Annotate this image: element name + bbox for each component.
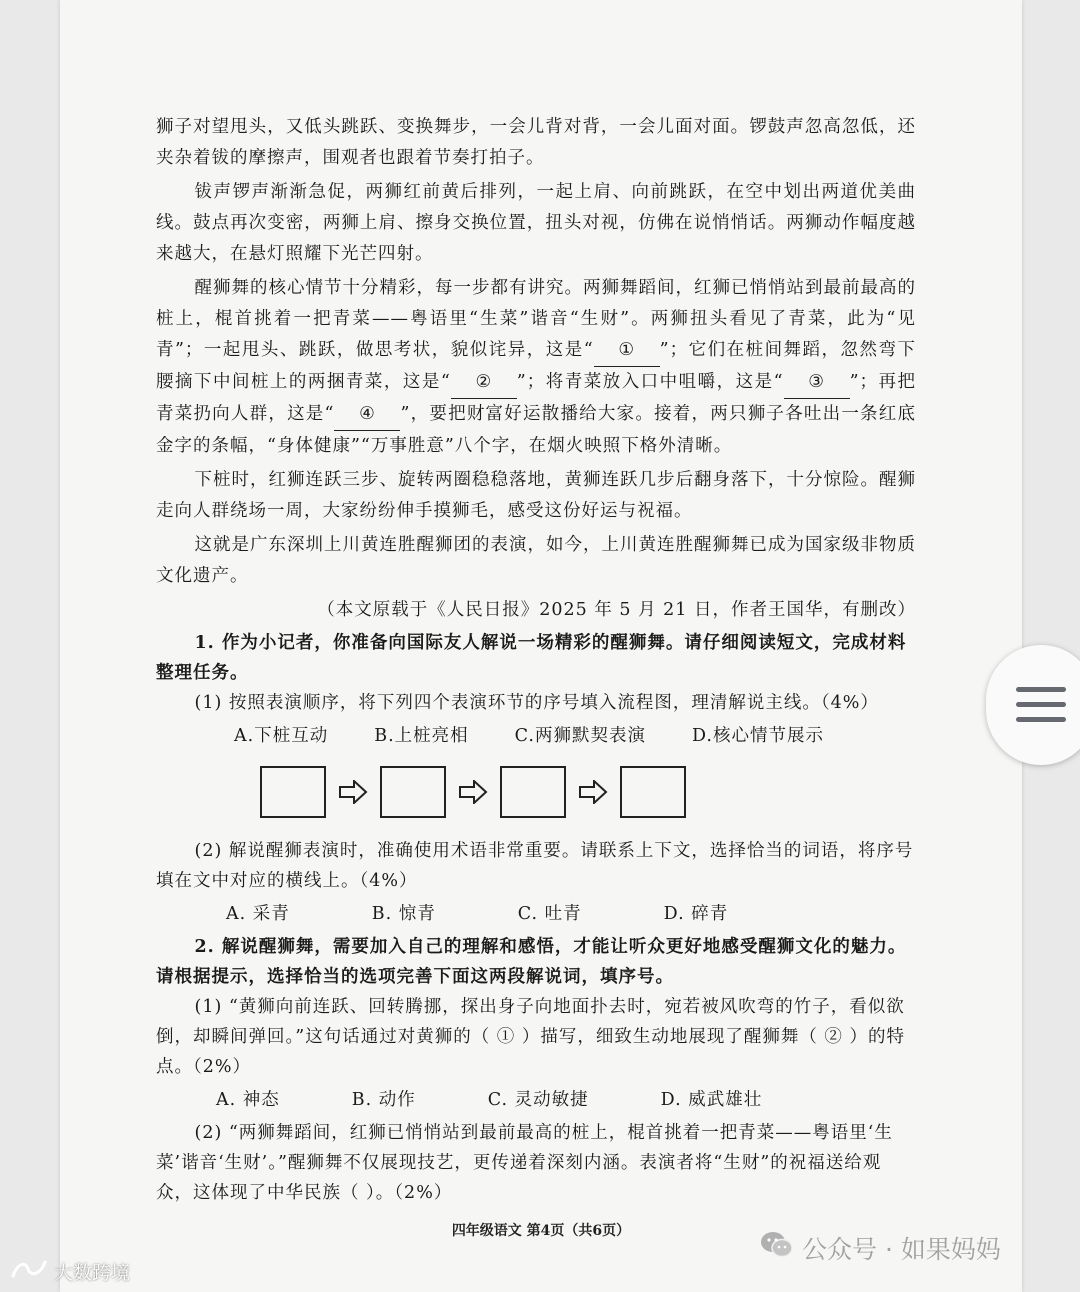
question-2-1: (1) “黄狮向前连跃、回转腾挪，探出身子向地面扑去时，宛若被风吹弯的竹子，看似欲倒，却瞬间弹回。”这句话通过对黄狮的（ ① ）描写，细致生动地展现了醒狮舞（ ② ）的特点。（2%） xyxy=(156,997,905,1077)
source-citation: （本文原载于《人民日报》2025 年 5 月 21 日，作者王国华，有删改） xyxy=(317,600,916,620)
option-item: C. 灵动敏捷 xyxy=(487,1090,589,1110)
answer-blank-4[interactable]: ④ xyxy=(334,399,400,431)
question-1-2: (2) 解说醒狮表演时，准确使用术语非常重要。请联系上下文，选择恰当的词语，将序号填在文中对应的横线上。（4%） xyxy=(156,841,914,891)
passage-paragraph-3 xyxy=(156,273,916,462)
option-item: B.上桩亮相 xyxy=(374,726,469,746)
flowchart-box-3[interactable] xyxy=(500,766,566,818)
watermark-right-text: 公众号 · 如果妈妈 xyxy=(802,1235,1001,1264)
passage-paragraph-5: 这就是广东深圳上川黄连胜醒狮团的表演，如今，上川黄连胜醒狮舞已成为国家级非物质文化遗产。 xyxy=(156,535,916,586)
question-2-1-options xyxy=(156,1084,916,1116)
flowchart xyxy=(260,766,916,818)
flowchart-box-2[interactable] xyxy=(380,766,446,818)
page-footer: 四年级语文 第4页（共6页） xyxy=(451,1223,631,1239)
watermark-left xyxy=(10,1258,130,1285)
option-item: B. 动作 xyxy=(351,1090,416,1110)
menu-button[interactable] xyxy=(986,645,1080,765)
option-item: C. 吐青 xyxy=(517,904,582,924)
option-item: D. 碎青 xyxy=(663,904,729,924)
passage-text: ”；再把青菜扔向人群，这是“ xyxy=(156,372,916,424)
watermark-logo-icon xyxy=(10,1258,48,1285)
passage-text: ”，要把财富好运散播给大家。接着，两只狮子各吐出一条红底金字的条幅，“身体健康”“万事胜意”八个字，在烟火映照下格外清晰。 xyxy=(156,404,916,456)
answer-blank-1[interactable]: ① xyxy=(594,335,660,367)
option-item: A. 神态 xyxy=(216,1090,280,1110)
flowchart-box-1[interactable] xyxy=(260,766,326,818)
page-content xyxy=(156,112,916,1208)
right-arrow-icon xyxy=(566,768,620,816)
passage-text: ”；将青菜放入口中咀嚼，这是“ xyxy=(516,372,784,392)
option-item: D. 威武雄壮 xyxy=(660,1090,763,1110)
passage-paragraph-4: 下桩时，红狮连跃三步、旋转两圈稳稳落地，黄狮连跃几步后翻身落下，十分惊险。醒狮走向人群绕场一周，大家纷纷伸手摸狮毛，感受这份好运与祝福。 xyxy=(156,470,916,521)
question-1-2-options xyxy=(156,898,916,930)
flowchart-box-4[interactable] xyxy=(620,766,686,818)
option-item: C.两狮默契表演 xyxy=(514,726,646,746)
right-arrow-icon xyxy=(326,768,380,816)
question-2-2: (2) “两狮舞蹈间，红狮已悄悄站到最前最高的桩上，棍首挑着一把青菜——粤语里‘生菜’谐音‘生财’。”醒狮舞不仅展现技艺，更传递着深刻内涵。表演者将“生财”的祝福送给观众，这体现了中华民族（ ）。（2%） xyxy=(156,1123,893,1203)
wechat-icon xyxy=(760,1230,794,1266)
option-item: A. 采青 xyxy=(226,904,290,924)
passage-text: 醒狮舞的核心情节十分精彩，每一步都有讲究。两狮舞蹈间，红狮已悄悄站到最前最高的桩上，棍首挑着一把青菜——粤语里“生菜”谐音“生财”。两狮扭头看见了青菜，此为“见青”；一起甩头、跳跃，做思考状，貌似诧异，这是“ xyxy=(156,278,916,360)
question-1: 1. 作为小记者，你准备向国际友人解说一场精彩的醒狮舞。请仔细阅读短文，完成材料整理任务。 xyxy=(156,633,907,683)
question-1-1-options xyxy=(156,720,916,752)
option-item: A.下桩互动 xyxy=(234,726,329,746)
exam-page xyxy=(60,0,1022,1292)
passage-paragraph-1: 狮子对望甩头，又低头跳跃、变换舞步，一会儿背对背，一会儿面对面。锣鼓声忽高忽低，还夹杂着钹的摩擦声，围观者也跟着节奏打拍子。 xyxy=(156,117,916,168)
option-item: D.核心情节展示 xyxy=(691,726,824,746)
watermark-left-text: 大数跨境 xyxy=(54,1262,131,1284)
right-arrow-icon xyxy=(446,768,500,816)
passage-paragraph-2: 钹声锣声渐渐急促，两狮红前黄后排列，一起上肩、向前跳跃，在空中划出两道优美曲线。鼓点再次变密，两狮上肩、擦身交换位置，扭头对视，仿佛在说悄悄话。两狮动作幅度越来越大，在悬灯照耀下光芒四射。 xyxy=(156,182,916,264)
option-item: B. 惊青 xyxy=(371,904,436,924)
question-1-1: (1) 按照表演顺序，将下列四个表演环节的序号填入流程图，理清解说主线。（4%） xyxy=(194,693,879,713)
passage-text: ”；它们在桩间舞蹈，忽然弯下腰摘下中间桩上的两捆青菜，这是“ xyxy=(156,340,916,392)
answer-blank-2[interactable]: ② xyxy=(451,367,517,399)
answer-blank-3[interactable]: ③ xyxy=(784,367,850,399)
watermark-right xyxy=(760,1230,1001,1266)
question-2: 2. 解说醒狮舞，需要加入自己的理解和感悟，才能让听众更好地感受醒狮文化的魅力。请根据提示，选择恰当的选项完善下面这两段解说词，填序号。 xyxy=(156,937,907,987)
